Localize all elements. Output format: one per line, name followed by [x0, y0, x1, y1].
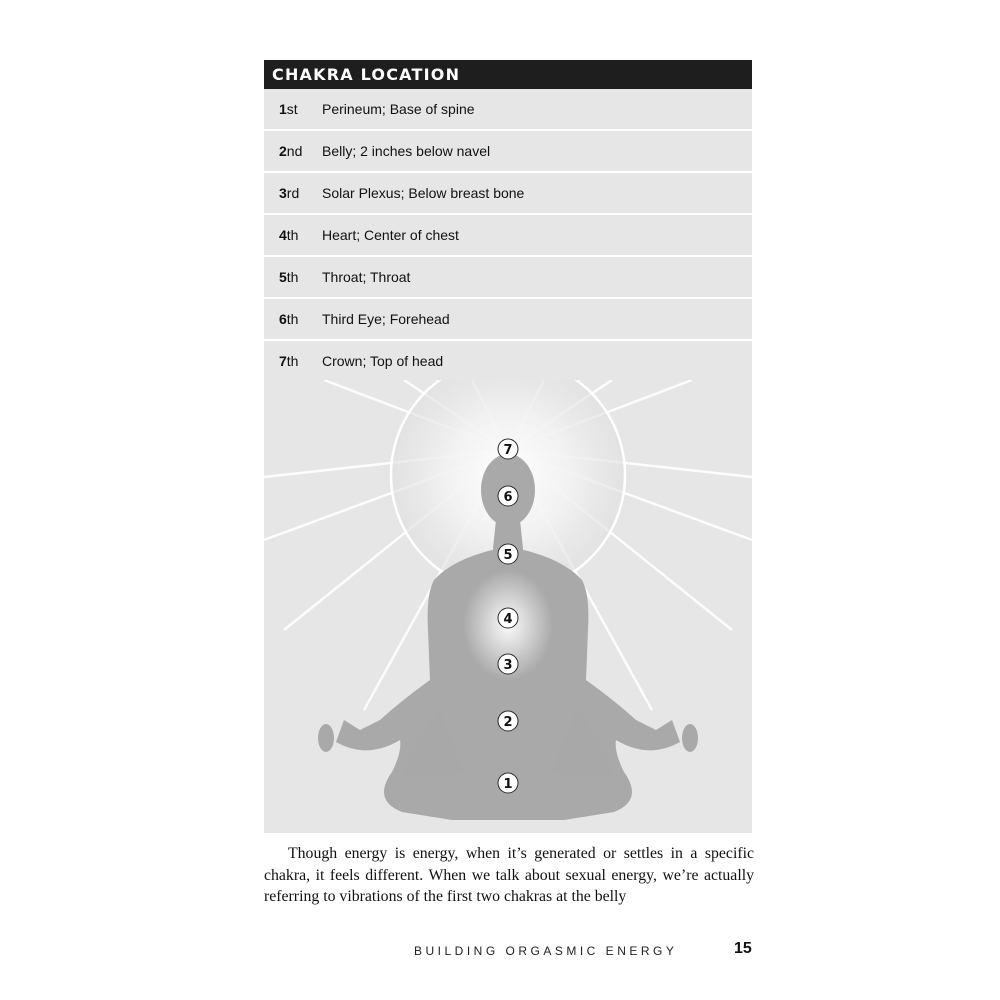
chakra-number	[264, 311, 322, 327]
chakra-marker-label: 1	[503, 777, 513, 792]
chakra-marker-label: 5	[503, 548, 513, 563]
chakra-number-suffix: nd	[286, 143, 303, 159]
chakra-location: Heart; Center of chest	[322, 227, 459, 243]
chakra-number-digit: 3	[279, 185, 287, 201]
chakra-number-suffix: th	[286, 353, 299, 369]
chakra-marker-3	[498, 654, 518, 674]
table-row	[264, 257, 752, 299]
chakra-number-digit: 4	[279, 227, 287, 243]
chakra-marker-2	[498, 711, 518, 731]
table-row	[264, 341, 752, 383]
chakra-marker-label: 2	[503, 715, 513, 730]
table-row	[264, 89, 752, 131]
chakra-number-suffix: st	[286, 101, 298, 117]
chakra-number-digit: 1	[279, 101, 287, 117]
page-number: 15	[734, 940, 752, 957]
chakra-marker-label: 4	[503, 612, 513, 627]
chakra-number-digit: 5	[279, 269, 287, 285]
meditation-figure-illustration	[264, 380, 752, 833]
chakra-location: Belly; 2 inches below navel	[322, 143, 491, 159]
chakra-marker-1	[498, 773, 518, 793]
chakra-number-digit: 6	[279, 311, 287, 327]
chakra-marker-label: 3	[503, 658, 513, 673]
chakra-location: Solar Plexus; Below breast bone	[322, 185, 525, 201]
chakra-number-suffix: th	[286, 227, 299, 243]
chakra-number	[264, 143, 322, 159]
chakra-number-digit: 2	[279, 143, 287, 159]
chakra-number-suffix: th	[286, 311, 299, 327]
chakra-number-suffix: rd	[286, 185, 300, 201]
chakra-number-digit: 7	[279, 353, 287, 369]
chakra-number	[264, 101, 322, 117]
table-row	[264, 215, 752, 257]
meditation-figure-svg	[264, 380, 752, 833]
running-title: BUILDING ORGASMIC ENERGY	[414, 944, 678, 958]
table-title: CHAKRA LOCATION	[264, 60, 752, 89]
chakra-marker-4	[498, 608, 518, 628]
chakra-location: Throat; Throat	[322, 269, 411, 285]
table-row	[264, 299, 752, 341]
table-row	[264, 173, 752, 215]
chakra-location: Third Eye; Forehead	[322, 311, 450, 327]
chakra-marker-5	[498, 544, 518, 564]
table-row	[264, 131, 752, 173]
chakra-marker-label: 6	[503, 490, 513, 505]
chakra-number	[264, 269, 322, 285]
chakra-location-table	[264, 60, 752, 383]
chakra-number	[264, 227, 322, 243]
body-paragraph: Though energy is energy, when it’s generated or settles in a specific chakra, it feels different. When we talk about sexual energy, we’re actually referring to vibrations of the first two chakras at the belly	[264, 845, 754, 906]
chakra-marker-7	[498, 439, 518, 459]
chakra-number-suffix: th	[286, 269, 299, 285]
chakra-location: Crown; Top of head	[322, 353, 444, 369]
chakra-marker-6	[498, 486, 518, 506]
chakra-number	[264, 353, 322, 369]
chakra-location: Perineum; Base of spine	[322, 101, 475, 117]
chakra-marker-label: 7	[503, 443, 513, 458]
chakra-number	[264, 185, 322, 201]
